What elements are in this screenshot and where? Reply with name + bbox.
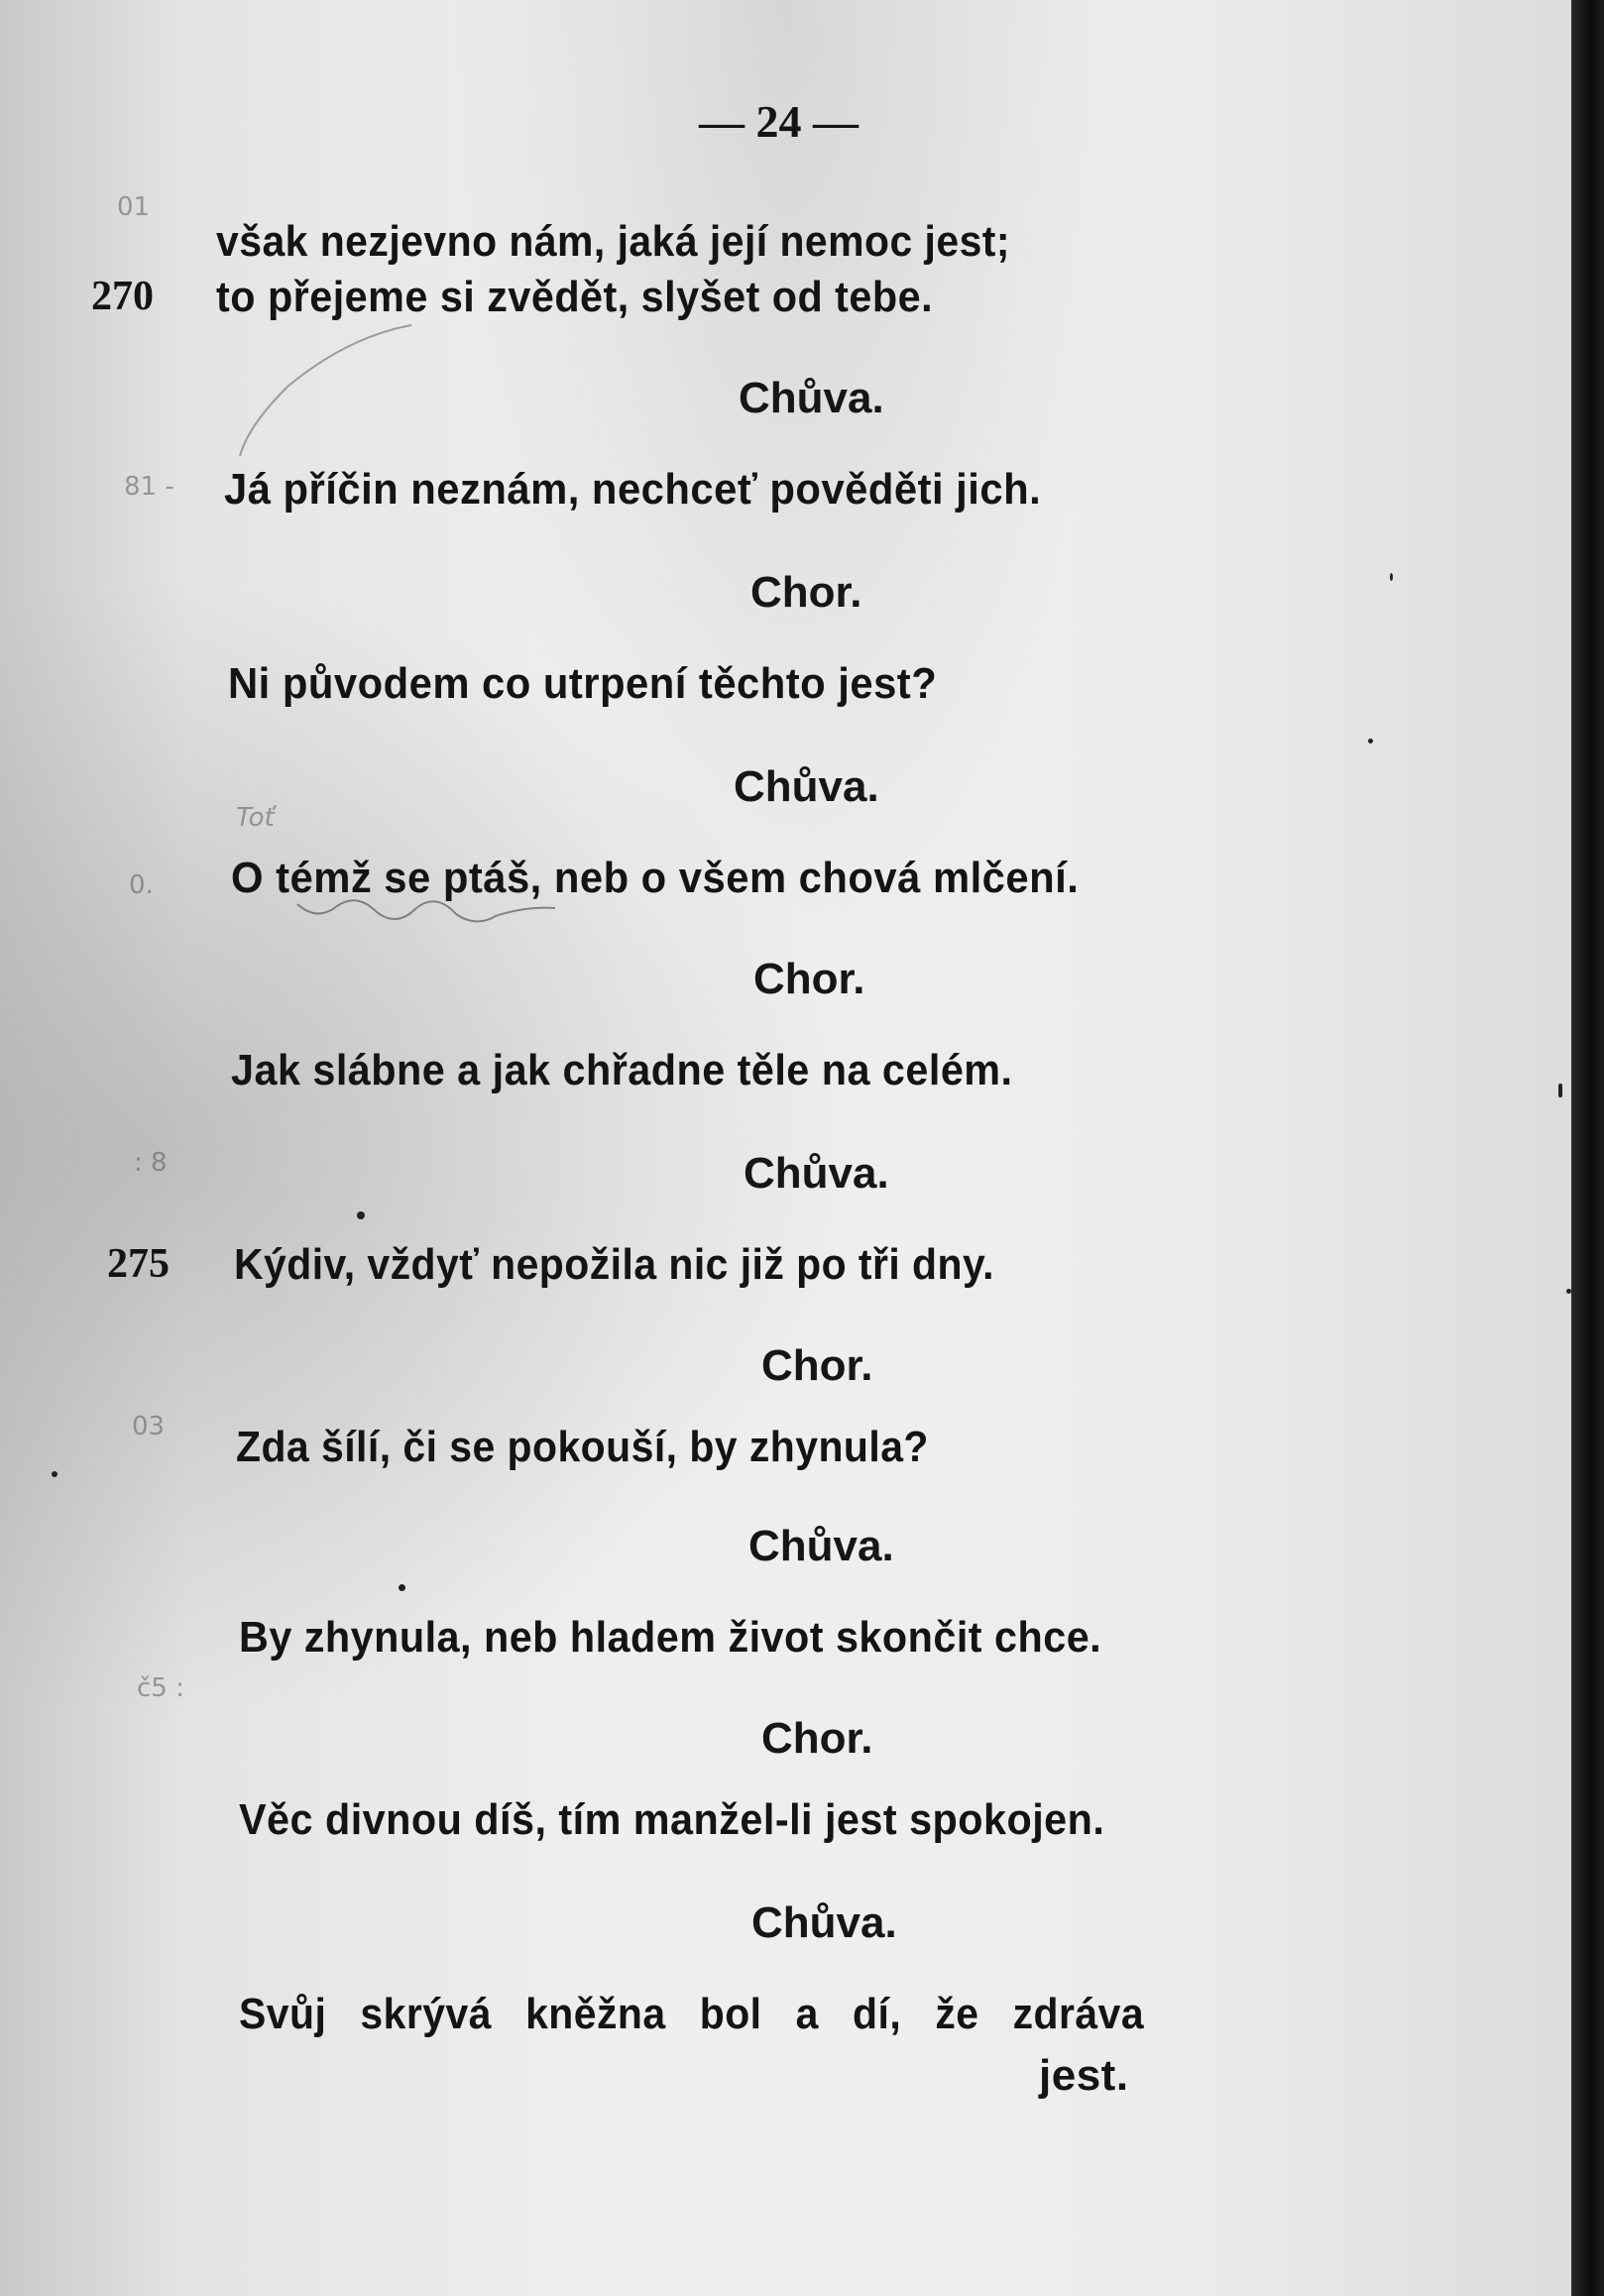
verse-line: O témž se ptáš, neb o všem chová mlčení. (231, 854, 1080, 902)
verse-line: Já příčin neznám, nechceť pověděti jich. (224, 465, 1042, 514)
verse-line: Zda šílí, či se pokouší, by zhynula? (236, 1423, 929, 1471)
pencil-annotation: Toť (236, 803, 275, 833)
speaker-label: Chůva. (744, 1149, 889, 1198)
speaker-label: Chor. (761, 1714, 873, 1763)
margin-mark: 01 (117, 192, 151, 222)
dirt-speck (1558, 1084, 1562, 1097)
verse-line: Ni původem co utrpení těchto jest? (228, 659, 938, 708)
margin-mark: 0. (129, 870, 154, 900)
verse-line: jest. (1039, 2051, 1129, 2100)
dirt-speck (1368, 739, 1373, 744)
speaker-label: Chůva. (734, 762, 879, 811)
verse-number: 275 (107, 1241, 170, 1287)
verse-line: však nezjevno nám, jaká její nemoc jest; (216, 217, 1010, 266)
verse-number: 270 (91, 274, 154, 319)
verse-line: to přejeme si zvědět, slyšet od tebe. (216, 273, 934, 321)
speaker-label: Chůva. (739, 374, 884, 422)
pencil-underline (287, 892, 565, 932)
pencil-stroke (228, 317, 426, 466)
verse-line: Věc divnou díš, tím manžel-li jest spokojen. (239, 1795, 1105, 1844)
speaker-label: Chůva. (751, 1898, 897, 1947)
speaker-label: Chůva. (748, 1522, 894, 1570)
verse-line: Kýdiv, vždyť nepožila nic již po tři dny. (234, 1240, 995, 1289)
dirt-speck (1390, 573, 1393, 581)
page-number: — 24 — (699, 96, 859, 147)
margin-mark: 03 (132, 1412, 166, 1441)
verse-line: Jak slábne a jak chřadne těle na celém. (231, 1046, 1013, 1094)
dirt-speck (52, 1471, 57, 1477)
dirt-speck (357, 1211, 365, 1219)
margin-mark: 81 - (124, 472, 174, 502)
speaker-label: Chor. (761, 1341, 873, 1390)
verse-line: Svůj skrývá kněžna bol a dí, že zdráva (239, 1990, 1145, 2038)
margin-mark: č5 : (137, 1673, 184, 1703)
speaker-label: Chor. (753, 955, 865, 1003)
margin-mark: : 8 (134, 1148, 168, 1178)
speaker-label: Chor. (750, 568, 862, 617)
dirt-speck (399, 1584, 405, 1591)
verse-line: By zhynula, neb hladem život skončit chce. (239, 1613, 1102, 1662)
scan-edge (1571, 0, 1604, 2296)
